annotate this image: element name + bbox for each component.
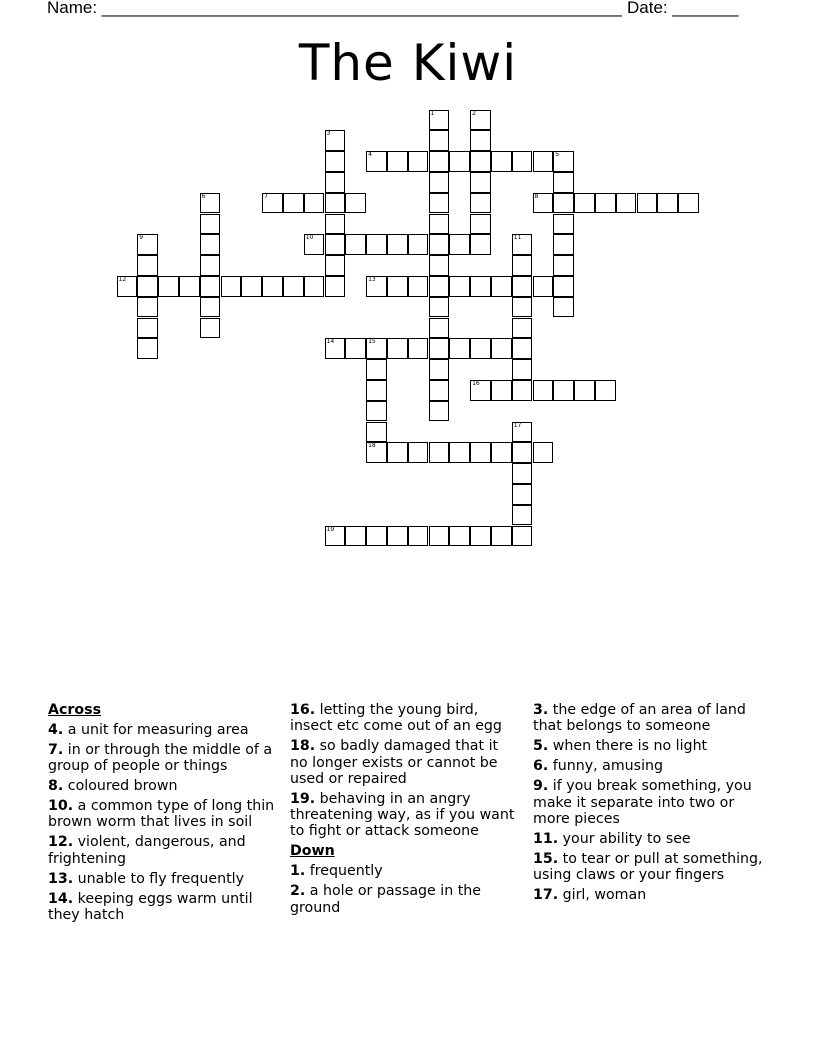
grid-cell[interactable] [429,172,450,193]
across-clue-19 [290,791,520,840]
grid-cell[interactable] [262,193,283,214]
grid-cell[interactable] [366,151,387,172]
grid-cell[interactable] [470,234,491,255]
clue-text: the edge of an area of land that belongs to someone [533,702,746,735]
grid-cell[interactable] [387,338,408,359]
grid-cell[interactable] [574,193,595,214]
grid-cell[interactable] [117,276,138,297]
grid-cell[interactable] [512,359,533,380]
clue-number: 19. [290,790,316,807]
clue-number: 13. [48,870,74,887]
grid-cell[interactable] [512,297,533,318]
grid-cell[interactable] [345,193,366,214]
grid-cell[interactable] [283,193,304,214]
clue-text: keeping eggs warm until they hatch [48,890,253,923]
clue-number: 17. [533,887,559,904]
clue-text: a unit for measuring area [67,721,249,738]
grid-cell[interactable] [200,276,221,297]
grid-cell[interactable] [200,193,221,214]
grid-cell[interactable] [574,380,595,401]
grid-cell[interactable] [429,318,450,339]
across-heading: Across [48,702,102,718]
grid-cell[interactable] [429,255,450,276]
grid-cell[interactable] [512,151,533,172]
grid-cell[interactable] [553,151,574,172]
clue-text: a hole or passage in the ground [290,883,482,916]
grid-cell[interactable] [512,526,533,547]
grid-cell[interactable] [325,172,346,193]
clue-number: 2. [290,883,306,900]
down-clue-5 [533,738,773,754]
down-clue-1 [290,863,520,879]
clue-text: funny, amusing [552,758,664,775]
grid-cell[interactable] [553,255,574,276]
grid-cell[interactable] [470,172,491,193]
clue-text: a common type of long thin brown worm that lives in soil [48,798,275,831]
grid-cell[interactable] [366,422,387,443]
cell-number: 17 [513,421,522,429]
clue-number: 8. [48,778,64,795]
across-clue-18 [290,738,520,787]
grid-cell[interactable] [325,276,346,297]
cell-number: 9 [139,234,144,242]
grid-cell[interactable] [325,255,346,276]
grid-cell[interactable] [179,276,200,297]
clue-number: 18. [290,738,316,755]
grid-cell[interactable] [553,380,574,401]
cell-number: 19 [326,525,335,533]
clue-text: if you break something, you make it separate into two or more pieces [533,778,752,827]
grid-cell[interactable] [512,318,533,339]
grid-cell[interactable] [533,442,554,463]
grid-cell[interactable] [533,193,554,214]
clue-number: 10. [48,798,74,815]
grid-cell[interactable] [449,338,470,359]
clue-text: coloured brown [67,778,178,795]
grid-cell[interactable] [512,463,533,484]
down-clue-2 [290,883,520,916]
grid-cell[interactable] [325,151,346,172]
grid-cell[interactable] [470,130,491,151]
across-clue-7 [48,742,278,775]
grid-cell[interactable] [137,276,158,297]
clue-column-2 [290,702,520,920]
clue-text: your ability to see [562,830,691,847]
grid-cell[interactable] [200,255,221,276]
grid-cell[interactable] [429,338,450,359]
grid-cell[interactable] [595,193,616,214]
grid-cell[interactable] [283,276,304,297]
grid-cell[interactable] [512,505,533,526]
grid-cell[interactable] [387,526,408,547]
grid-cell[interactable] [304,193,325,214]
cell-number: 3 [326,130,331,138]
grid-cell[interactable] [491,526,512,547]
grid-cell[interactable] [616,193,637,214]
clue-text: letting the young bird, insect etc come out of an egg [290,702,502,735]
grid-cell[interactable] [158,276,179,297]
grid-cell[interactable] [366,276,387,297]
grid-cell[interactable] [595,380,616,401]
grid-cell[interactable] [137,297,158,318]
grid-cell[interactable] [387,151,408,172]
grid-cell[interactable] [491,380,512,401]
grid-cell[interactable] [304,234,325,255]
across-clue-14 [48,891,278,924]
down-heading: Down [290,843,335,860]
grid-cell[interactable] [408,276,429,297]
grid-cell[interactable] [491,442,512,463]
across-clue-16 [290,702,520,735]
cell-number: 14 [326,338,335,346]
down-clue-6 [533,758,773,774]
across-clue-12 [48,834,278,867]
grid-cell[interactable] [325,526,346,547]
clue-text: when there is no light [552,738,708,755]
grid-cell[interactable] [470,151,491,172]
clue-column-1 [48,702,278,927]
cell-number: 6 [201,192,206,200]
cell-number: 13 [368,275,376,283]
grid-cell[interactable] [304,276,325,297]
clue-number: 15. [533,850,559,867]
grid-cell[interactable] [533,380,554,401]
across-clue-8 [48,778,278,794]
grid-cell[interactable] [137,318,158,339]
grid-cell[interactable] [262,276,283,297]
clue-number: 6. [533,758,549,775]
cell-number: 10 [305,234,314,242]
grid-cell[interactable] [533,151,554,172]
grid-cell[interactable] [553,193,574,214]
grid-cell[interactable] [470,214,491,235]
cell-number: 7 [264,192,268,200]
grid-cell[interactable] [366,401,387,422]
grid-cell[interactable] [429,442,450,463]
cell-number: 12 [118,275,127,283]
clue-number: 12. [48,834,74,851]
grid-cell[interactable] [366,359,387,380]
clue-text: behaving in an angry threatening way, as if you want to fight or attack someone [290,790,515,840]
grid-cell[interactable] [512,442,533,463]
grid-cell[interactable] [657,193,678,214]
down-clue-3 [533,702,773,735]
clue-text: girl, woman [562,887,647,904]
grid-cell[interactable] [553,276,574,297]
grid-cell[interactable] [387,234,408,255]
grid-cell[interactable] [429,234,450,255]
grid-cell[interactable] [512,338,533,359]
grid-cell[interactable] [408,442,429,463]
across-clue-4 [48,722,278,738]
grid-cell[interactable] [429,110,450,131]
clue-number: 14. [48,890,74,907]
grid-cell[interactable] [449,276,470,297]
page-title: The Kiwi [298,34,518,92]
grid-cell[interactable] [325,234,346,255]
grid-cell[interactable] [429,297,450,318]
grid-cell[interactable] [512,255,533,276]
grid-cell[interactable] [429,359,450,380]
clue-text: violent, dangerous, and frightening [48,834,246,867]
cell-number: 16 [472,379,480,387]
clue-text: frequently [309,863,383,880]
grid-cell[interactable] [449,442,470,463]
cell-number: 11 [513,234,522,242]
clue-number: 4. [48,721,64,738]
grid-cell[interactable] [449,151,470,172]
grid-cell[interactable] [470,380,491,401]
grid-cell[interactable] [387,276,408,297]
grid-cell[interactable] [366,234,387,255]
across-clue-13 [48,871,278,887]
cell-number: 5 [555,151,560,159]
grid-cell[interactable] [512,422,533,443]
grid-cell[interactable] [470,442,491,463]
grid-cell[interactable] [408,234,429,255]
grid-cell[interactable] [533,276,554,297]
clue-text: so badly damaged that it no longer exists or cannot be used or repaired [290,738,499,787]
down-clue-17 [533,887,773,903]
grid-cell[interactable] [553,234,574,255]
grid-cell[interactable] [491,151,512,172]
cell-number: 15 [368,338,376,346]
clue-number: 16. [290,702,316,718]
cell-number: 1 [430,109,435,117]
grid-cell[interactable] [241,276,262,297]
clue-number: 3. [533,702,549,718]
grid-cell[interactable] [429,276,450,297]
grid-cell[interactable] [221,276,242,297]
grid-cell[interactable] [470,276,491,297]
grid-cell[interactable] [408,151,429,172]
grid-cell[interactable] [200,297,221,318]
grid-cell[interactable] [512,484,533,505]
grid-cell[interactable] [512,380,533,401]
grid-cell[interactable] [637,193,658,214]
grid-cell[interactable] [137,255,158,276]
clue-text: in or through the middle of a group of people or things [48,741,273,775]
grid-cell[interactable] [200,214,221,235]
clue-number: 1. [290,863,306,880]
grid-cell[interactable] [449,526,470,547]
grid-cell[interactable] [429,151,450,172]
grid-cell[interactable] [470,338,491,359]
grid-cell[interactable] [137,338,158,359]
grid-cell[interactable] [408,526,429,547]
cell-number: 2 [472,109,476,117]
down-clue-11 [533,831,773,847]
grid-cell[interactable] [429,130,450,151]
grid-cell[interactable] [408,338,429,359]
grid-cell[interactable] [553,297,574,318]
grid-cell[interactable] [366,380,387,401]
grid-cell[interactable] [137,234,158,255]
grid-cell[interactable] [325,130,346,151]
grid-cell[interactable] [429,380,450,401]
grid-cell[interactable] [345,338,366,359]
cell-number: 8 [534,192,539,200]
grid-cell[interactable] [200,234,221,255]
grid-cell[interactable] [491,338,512,359]
grid-cell[interactable] [470,193,491,214]
grid-cell[interactable] [470,526,491,547]
clue-column-3 [533,702,773,907]
date-field-label: Date: _______ [627,0,739,17]
grid-cell[interactable] [345,234,366,255]
grid-cell[interactable] [429,193,450,214]
grid-cell[interactable] [553,214,574,235]
grid-cell[interactable] [429,214,450,235]
grid-cell[interactable] [325,214,346,235]
grid-cell[interactable] [325,338,346,359]
clue-number: 7. [48,741,64,758]
grid-cell[interactable] [429,401,450,422]
grid-cell[interactable] [470,110,491,131]
grid-cell[interactable] [553,172,574,193]
clue-text: unable to fly frequently [77,870,244,887]
grid-cell[interactable] [678,193,699,214]
across-clue-10 [48,798,278,831]
clue-text: to tear or pull at something, using claws or your fingers [533,850,763,884]
grid-cell[interactable] [491,276,512,297]
name-field-label: Name: _______________________________________________________ [47,0,622,17]
down-clue-15 [533,851,773,884]
clue-number: 11. [533,830,559,847]
cell-number: 18 [368,442,376,450]
grid-cell[interactable] [345,526,366,547]
clue-number: 5. [533,738,549,755]
grid-cell[interactable] [366,338,387,359]
grid-cell[interactable] [429,526,450,547]
down-clue-9 [533,778,773,827]
clue-number: 9. [533,778,549,795]
grid-cell[interactable] [387,442,408,463]
grid-cell[interactable] [325,193,346,214]
grid-cell[interactable] [200,318,221,339]
grid-cell[interactable] [449,234,470,255]
grid-cell[interactable] [366,526,387,547]
grid-cell[interactable] [512,234,533,255]
grid-cell[interactable] [366,442,387,463]
grid-cell[interactable] [512,276,533,297]
cell-number: 4 [368,151,372,159]
